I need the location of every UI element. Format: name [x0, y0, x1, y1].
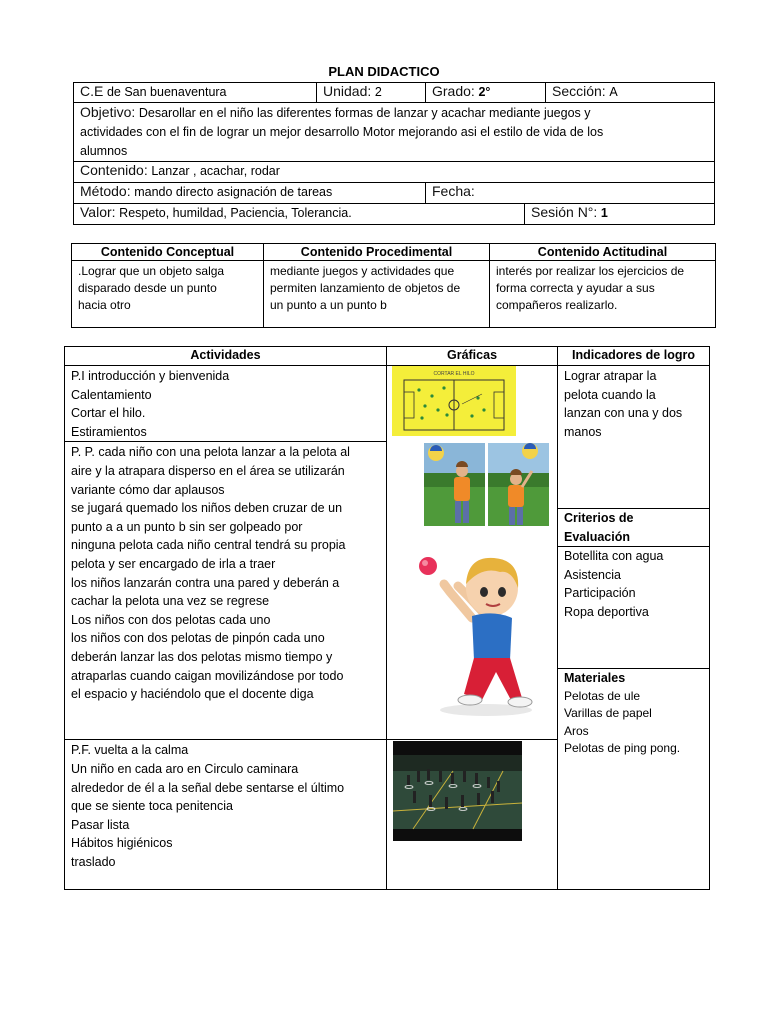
pf-line: P.F. vuelta a la calma — [71, 743, 189, 758]
material-line: Pelotas de ule — [564, 688, 641, 703]
pp-line: aire y la atrapara disperso en el área se utilizarán — [71, 463, 345, 478]
criterios-title-line: Criterios de — [564, 511, 634, 525]
pp-line: el espacio y haciéndolo que el docente diga — [71, 687, 314, 702]
child-throwing-photo-2 — [488, 443, 549, 526]
ce-cell — [74, 83, 317, 103]
header-actividades: Actividades — [65, 347, 387, 366]
materiales-block — [558, 669, 709, 758]
pp-line: los niños con dos pelotas de pinpón cada uno — [71, 631, 325, 646]
material-line: Varillas de papel — [564, 706, 652, 720]
header-graficas: Gráficas — [387, 347, 558, 366]
page-title: PLAN DIDACTICO — [328, 64, 440, 79]
grado-label: Grado: — [432, 83, 475, 99]
contenido-label: Contenido: — [80, 162, 148, 178]
pi-cell — [65, 366, 387, 442]
pi-line: Cortar el hilo. — [71, 406, 146, 421]
court-photo-svg — [393, 741, 522, 841]
materiales-title: Materiales — [564, 671, 626, 685]
sesion-cell — [525, 204, 715, 225]
pi-line: P.I introducción y bienvenida — [71, 369, 230, 383]
contenido-cell — [74, 162, 715, 183]
unidad-value: 2 — [374, 85, 382, 99]
objetivo-line-1: Desarollar en el niño las diferentes formas de lanzar y acachar mediante juegos y — [138, 106, 591, 120]
pp-cell — [65, 442, 387, 740]
indicador-line: Lograr atrapar la — [564, 369, 657, 383]
pp-line: punto a a un punto b sin ser golpeado por — [71, 519, 303, 534]
pp-line: Los niños con dos pelotas cada uno — [71, 612, 271, 627]
criterio-line: Asistencia — [564, 567, 621, 582]
ce-label: C.E — [80, 83, 104, 99]
conceptual-line: hacia otro — [78, 298, 131, 312]
criterios-block — [558, 547, 709, 669]
header-table — [73, 82, 715, 204]
unidad-label: Unidad: — [323, 83, 372, 99]
pp-line: deberán lanzar las dos pelotas mismo tiempo y — [71, 649, 333, 664]
objetivo-line-3: alumnos — [80, 144, 128, 158]
valor-cell — [74, 204, 525, 225]
objetivo-label: Objetivo: — [80, 104, 136, 120]
indicadores-block — [558, 366, 709, 509]
actitudinal-line: compañeros realizarlo. — [496, 298, 618, 312]
pf-cell — [65, 740, 387, 890]
criterios-title-line: Evaluación — [564, 529, 630, 544]
pp-line: P. P. cada niño con una pelota lanzar a la pelota al — [71, 445, 350, 460]
valor-table — [73, 203, 715, 225]
court-photo-image — [393, 741, 522, 841]
seccion-label: Sección: — [552, 83, 606, 99]
actitudinal-cell — [490, 261, 716, 328]
pp-line: los niños lanzarán contra una pared y deberán a — [71, 575, 340, 590]
indicador-line: manos — [564, 424, 602, 439]
material-line: Aros — [564, 723, 589, 738]
pf-line: Hábitos higiénicos — [71, 836, 173, 851]
metodo-value: mando directo asignación de tareas — [134, 185, 333, 199]
pi-line: Estiramientos — [71, 424, 147, 439]
indicador-line: pelota cuando la — [564, 387, 656, 402]
header-actitudinal: Contenido Actitudinal — [490, 244, 716, 261]
cartoon-boy-svg — [412, 548, 552, 724]
child-throwing-photo-1 — [424, 443, 485, 526]
pp-line: cachar la pelota una vez se regrese — [71, 594, 270, 609]
header-indicadores: Indicadores de logro — [558, 347, 710, 366]
metodo-label: Método: — [80, 183, 131, 199]
pi-line: Calentamiento — [71, 387, 152, 402]
field-caption: CORTAR EL HILO — [433, 371, 475, 377]
pp-line: variante cómo dar aplausos — [71, 482, 225, 497]
criterio-line: Participación — [564, 586, 636, 601]
contenido-value: Lanzar , acachar, rodar — [151, 164, 280, 178]
fecha-cell — [426, 183, 715, 204]
conceptual-line: disparado desde un punto — [78, 281, 217, 295]
pp-line: pelota y ser encargado de irla a traer — [71, 556, 276, 571]
valor-label: Valor: — [80, 204, 116, 220]
seccion-cell — [546, 83, 715, 103]
indicador-line: lanzan con una y dos — [564, 406, 683, 421]
field-diagram-image — [392, 366, 516, 436]
procedimental-line: permiten lanzamiento de objetos de — [270, 281, 461, 295]
header-procedimental: Contenido Procedimental — [264, 244, 490, 261]
sesion-value: 1 — [600, 206, 608, 220]
child-photo-1-svg — [424, 443, 485, 526]
pf-line: alrededor de él a la señal debe sentarse el último — [71, 780, 345, 795]
objetivo-cell — [74, 103, 715, 162]
criterio-line: Botellita con agua — [564, 549, 664, 563]
pf-line: Un niño en cada aro en Circulo caminara — [71, 761, 299, 776]
conceptual-cell — [72, 261, 264, 328]
fecha-label: Fecha: — [432, 183, 475, 199]
actitudinal-line: interés por realizar los ejercicios de — [496, 264, 685, 278]
pp-line: se jugará quemado los niños deben cruzar de un — [71, 501, 343, 516]
material-line: Pelotas de ping pong. — [564, 741, 681, 755]
pp-line: atraparlas cuando caigan movilizándose por todo — [71, 668, 344, 683]
header-conceptual: Contenido Conceptual — [72, 244, 264, 261]
indicadores-column — [558, 366, 710, 890]
grado-value: 2° — [478, 85, 491, 99]
cartoon-boy-image — [412, 548, 552, 724]
metodo-cell — [74, 183, 426, 204]
seccion-value: A — [609, 85, 618, 99]
grado-cell — [426, 83, 546, 103]
contenidos-table — [71, 243, 716, 328]
child-photo-2-svg — [488, 443, 549, 526]
pf-line: traslado — [71, 854, 116, 869]
field-diagram-svg — [392, 366, 516, 436]
unidad-cell — [317, 83, 426, 103]
pp-line: ninguna pelota cada niño central tendrá su propia — [71, 538, 346, 553]
procedimental-line: un punto a un punto b — [270, 298, 387, 312]
procedimental-cell — [264, 261, 490, 328]
sesion-label: Sesión N°: — [531, 204, 598, 220]
objetivo-line-2: actividades con el fin de lograr un mejor desarrollo Motor mejorando asi el estilo de vida de los — [80, 125, 604, 139]
valor-value: Respeto, humildad, Paciencia, Tolerancia. — [119, 206, 352, 220]
actitudinal-line: forma correcta y ayudar a sus — [496, 281, 655, 295]
ce-value: de San buenaventura — [106, 85, 227, 99]
criterios-title — [558, 509, 709, 547]
criterio-line: Ropa deportiva — [564, 604, 649, 619]
plan-table — [64, 346, 710, 890]
pf-line: que se siente toca penitencia — [71, 799, 233, 814]
conceptual-line: .Lograr que un objeto salga — [78, 264, 225, 278]
procedimental-line: mediante juegos y actividades que — [270, 264, 455, 278]
pf-line: Pasar lista — [71, 817, 130, 832]
